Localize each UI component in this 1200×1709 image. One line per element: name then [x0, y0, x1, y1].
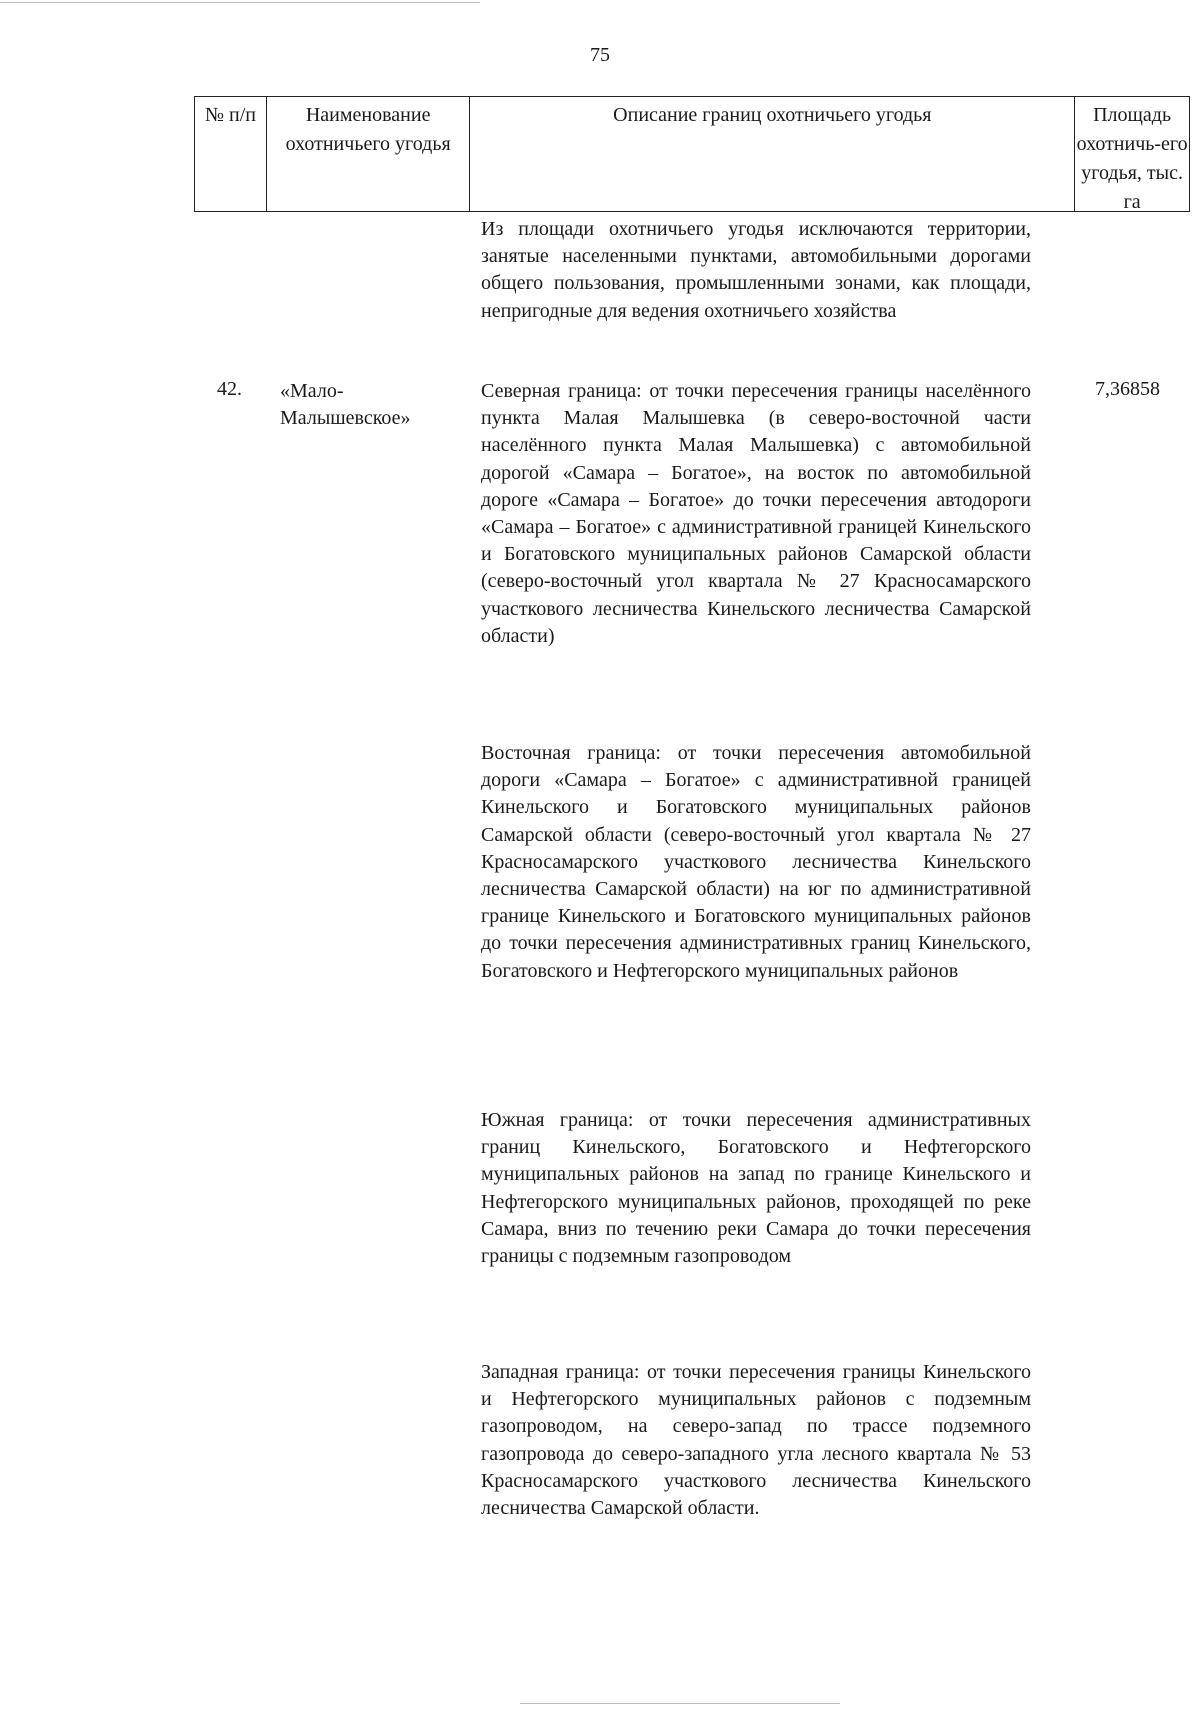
header-number: № п/п — [195, 97, 267, 211]
south-boundary: Южная граница: от точки пересечения административных границ Кинельского, Богатовского и Нефтегорского муниципальных районов на запад по границе Кинельского и Нефтегорского муниципальных районов, проходящей по реке Самара, вниз по течению реки Самара до точки пересечения границы с подземным газопроводом — [481, 1109, 1031, 1268]
scan-edge-line — [0, 2, 480, 3]
entry-name: «Мало-Малышевское» — [280, 380, 411, 429]
page-number: 75 — [590, 44, 610, 66]
entry-area: 7,36858 — [1095, 378, 1160, 400]
header-description: Описание границ охотничьего угодья — [470, 97, 1075, 211]
header-area: Площадь охотничь-его угодья, тыс. га — [1076, 104, 1188, 213]
entry-number: 42. — [217, 378, 242, 400]
west-boundary: Западная граница: от точки пересечения границы Кинельского и Нефтегорского муниципальных районов с подземным газопроводом, на северо-запад по трассе подземного газопровода до северо-западного угла лесного квартала № 53 Красносамарского участкового лесничества Кинельского лесничества Самарской области. — [481, 1361, 1031, 1520]
continuation-text: Из площади охотничьего угодья исключаются территории, занятые населенными пунктами, автомобильными дорогами общего пользования, промышленными зонами, как площади, непригодные для ведения охотничьего хозяйства — [481, 218, 1031, 322]
header-name: Наименование охотничьего угодья — [267, 97, 471, 211]
scan-edge-line — [520, 1703, 840, 1704]
north-boundary: Северная граница: от точки пересечения границы населённого пункта Малая Малышевка (в северо-восточной части населённого пункта Малая Малышевка) с автомобильной дорогой «Самара – Богатое», на восток по автомобильной дороге «Самара – Богатое» до точки пересечения автодороги «Самара – Богатое» с административной границей Кинельского и Богатовского муниципальных районов Самарской области (северо-восточный угол квартала № 27 Красносамарского участкового лесничества Кинельского лесничества Самарской области) — [481, 380, 1031, 647]
east-boundary: Восточная граница: от точки пересечения автомобильной дороги «Самара – Богатое» с административной границей Кинельского и Богатовского муниципальных районов Самарской области (северо-восточный угол квартала № 27 Красносамарского участкового лесничества Кинельского лесничества Самарской области) на юг по административной границе Кинельского и Богатовского муниципальных районов до точки пересечения административных границ Кинельского, Богатовского и Нефтегорского муниципальных районов — [481, 742, 1031, 982]
table-header — [194, 96, 1190, 212]
